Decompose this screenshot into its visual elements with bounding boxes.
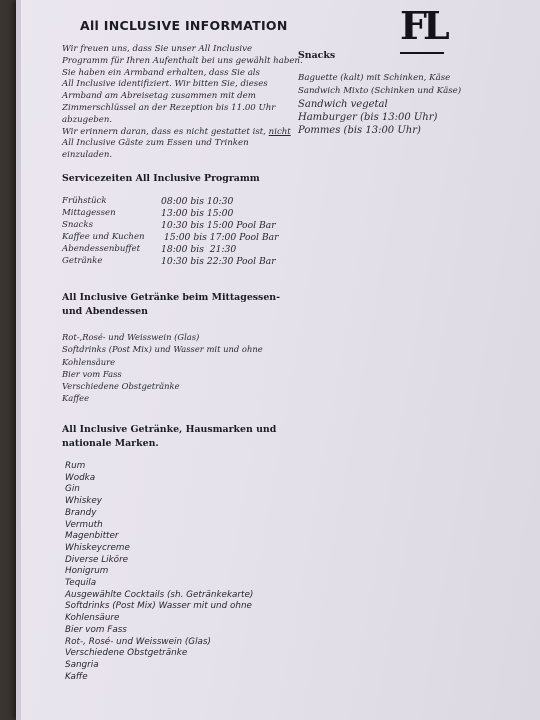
snack-item: Sandwich vegetal xyxy=(298,99,388,110)
service-time: 15:00 bis 17:00 Pool Bar xyxy=(161,231,279,243)
list-item: Kohlensäure xyxy=(62,356,116,367)
list-item: Kaffe xyxy=(65,671,88,682)
meal-drinks-heading: All Inclusive Getränke beim Mittagessen- und Abendessen xyxy=(62,292,281,317)
house-drinks-heading: All Inclusive Getränke, Hausmarken und nationale Marken. xyxy=(62,424,277,449)
service-label: Kaffee und Kuchen xyxy=(62,231,145,242)
service-row xyxy=(62,208,322,220)
service-label: Getränke xyxy=(62,255,103,266)
list-item: Whiskeycreme xyxy=(65,542,130,553)
service-row xyxy=(62,232,322,244)
list-item: Diverse Liköre xyxy=(65,554,129,565)
intro-line: abzugeben. xyxy=(62,114,113,125)
service-row xyxy=(62,244,322,256)
list-item: Bier vom Fass xyxy=(62,368,122,379)
hotel-logo: FL xyxy=(400,2,444,54)
intro-line xyxy=(62,127,302,139)
snack-item: Baguette (kalt) mit Schinken, Käse xyxy=(298,73,451,83)
list-item: Whiskey xyxy=(65,496,103,507)
list-item: Softdrinks (Post Mix) und Wasser mit und ohne xyxy=(62,344,263,355)
snacks-heading: Snacks xyxy=(298,50,336,61)
snack-item: Hamburger (bis 13:00 Uhr) xyxy=(298,112,438,123)
list-item: Rot-,Rosé- und Weisswein (Glas) xyxy=(62,332,200,342)
list-item: Verschiedene Obstgetränke xyxy=(62,381,180,392)
snacks-list xyxy=(298,72,538,137)
list-item: Tequila xyxy=(65,578,97,589)
intro-line: All Inclusive identifiziert. Wir bitten Sie, dieses xyxy=(62,79,268,90)
service-label: Snacks xyxy=(62,219,93,230)
list-item: Bier vom Fass xyxy=(65,624,127,635)
intro-line: Zimmerschlüssel an der Rezeption bis 11.00 Uhr xyxy=(62,102,276,113)
list-item: Rum xyxy=(65,461,86,471)
list-item: Wodka xyxy=(65,472,96,483)
service-label: Frühstück xyxy=(62,196,107,206)
list-item: Honigrum xyxy=(65,566,109,577)
list-item: Rot-, Rosé- und Weisswein (Glas) xyxy=(65,636,211,647)
service-time: 18:00 bis 21:30 xyxy=(161,243,237,255)
service-label: Mittagessen xyxy=(62,207,116,218)
list-item: Magenbitter xyxy=(65,531,119,542)
intro-text xyxy=(62,44,302,162)
list-item: Kaffee xyxy=(62,393,90,404)
intro-line: All Inclusive Gäste zum Essen und Trinken xyxy=(62,138,249,149)
service-times-heading: Servicezeiten All Inclusive Programm xyxy=(62,173,260,184)
list-item: Verschiedene Obstgetränke xyxy=(65,648,188,659)
service-row xyxy=(62,196,322,208)
list-item: Sangria xyxy=(65,659,99,670)
house-drinks-list xyxy=(65,461,253,683)
service-time: 10:30 bis 22:30 Pool Bar xyxy=(161,255,276,267)
list-item: Softdrinks (Post Mix) Wasser mit und ohne xyxy=(65,601,252,612)
page-title: All INCLUSIVE INFORMATION xyxy=(80,18,288,33)
intro-underlined-word: nicht xyxy=(268,126,291,137)
meal-drinks-list xyxy=(62,331,263,405)
intro-line-text: Wir erinnern daran, dass es nicht gestattet ist, xyxy=(62,126,269,137)
information-sheet xyxy=(16,0,540,720)
list-item: Ausgewählte Cocktails (sh. Getränkekarte) xyxy=(65,589,254,600)
list-item: Brandy xyxy=(65,507,97,518)
service-time: 10:30 bis 15:00 Pool Bar xyxy=(161,219,276,231)
list-item: Kohlensäure xyxy=(65,613,120,624)
service-times-table xyxy=(62,196,322,267)
intro-line: Wir freuen uns, dass Sie unser All Inclusive xyxy=(62,44,253,54)
list-item: Gin xyxy=(65,484,80,495)
snack-item: Pommes (bis 13:00 Uhr) xyxy=(298,125,421,136)
intro-line: Armband am Abreisetag zusammen mit dem xyxy=(62,91,256,102)
list-item: Vermuth xyxy=(65,519,103,530)
service-time: 08:00 bis 10:30 xyxy=(161,196,234,207)
intro-line: einzuladen. xyxy=(62,150,113,161)
snack-item: Sandwich Mixto (Schinken und Käse) xyxy=(298,86,462,96)
intro-line: Programm für Ihren Aufenthalt bei uns gewählt haben. xyxy=(62,55,303,66)
service-row xyxy=(62,256,322,268)
service-time: 13:00 bis 15:00 xyxy=(161,207,234,219)
service-row xyxy=(62,220,322,232)
service-label: Abendessenbuffet xyxy=(62,243,141,254)
intro-line: Sie haben ein Armband erhalten, dass Sie als xyxy=(62,67,260,78)
